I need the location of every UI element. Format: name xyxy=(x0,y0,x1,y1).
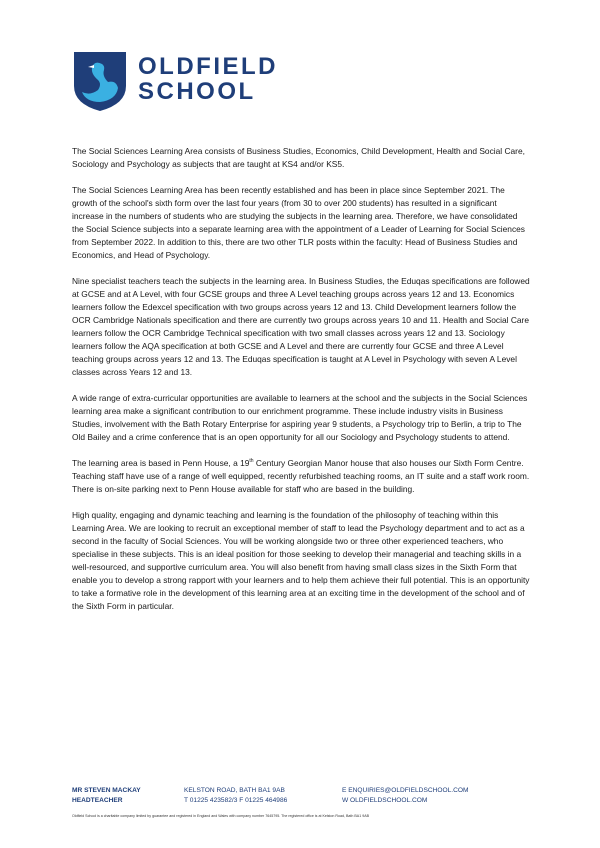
paragraph-extracurricular: A wide range of extra-curricular opportunities are available to learners at the school and the subjects in the Social Sciences learning area make a significant contribution to our enrichment programme. These include industry visits in Business Studies, involvement with the Bath Rotary Enterprise for aspiring year 9 students, a Psychology trip to Berlin, a trip to The Old Bailey and a crime conference that is an open opportunity for all our Sociology and Psychology students to attend. xyxy=(72,393,528,442)
email-link[interactable]: E ENQUIRIES@OLDFIELDSCHOOL.COM xyxy=(342,787,469,794)
paragraph-location xyxy=(72,457,530,496)
school-name-line2: SCHOOL xyxy=(138,78,256,105)
address-line: KELSTON ROAD, BATH BA1 9AB xyxy=(184,787,285,794)
footer-headteacher xyxy=(72,786,141,806)
swan-shield-logo-icon xyxy=(72,50,128,112)
website-link[interactable]: W OLDFIELDSCHOOL.COM xyxy=(342,797,428,804)
paragraph-staffing: Nine specialist teachers teach the subjects in the learning area. In Business Studies, the Eduqas specifications are followed at GCSE and at A Level, with four GCSE groups and three A Level teaching groups across years 12 and 13. Economics learners follow the Edexcel specification with two groups across years 12 and 13. Child Development learners follow the OCR Cambridge Nationals specification and there are currently two groups across years 10 and 11. Health and Social Care learners follow the OCR Cambridge Technical specification with two small classes across years 12 and 13. Sociology learners follow the AQA specification at both GCSE and A Level and there are currently four GCSE and three A Level teaching groups across years 12 and 13. The Eduqas specification is taught at A Level in Psychology with seven A Level classes across Years 12 and 13. xyxy=(72,276,530,377)
school-name xyxy=(138,54,278,104)
legal-notice: Oldfield School is a charitable company limited by guarantee and registered in England and Wales with company number 7645795. The registered office is at Kelston Road, Bath BA1 9AB xyxy=(72,814,369,818)
letterhead xyxy=(72,50,532,114)
paragraph-history: The Social Sciences Learning Area has been recently established and has been in place since September 2021. The growth of the school's sixth form over the last four years (from 30 to over 200 students) has resulted in a significant increase in the numbers of students who are studying the subjects in the learning area. Therefore, we have consolidated the Social Science subjects into a separate learning area with the appointment of a Leader of Learning for Social Sciences from September 2022. In addition to this, there are two other TLR posts within the faculty: Head of Business Studies and Economics, and Head of Psychology. xyxy=(72,185,525,260)
phone-line: T 01225 423582/3 F 01225 464986 xyxy=(184,797,288,804)
location-text-a: The learning area is based in Penn House, a 19 xyxy=(72,458,250,468)
footer-address xyxy=(184,786,287,806)
school-name-line1: OLDFIELD xyxy=(138,53,278,80)
footer-contact xyxy=(342,786,469,806)
paragraph-role: High quality, engaging and dynamic teaching and learning is the foundation of the philosophy of teaching within this Learning Area. We are looking to recruit an exceptional member of staff to lead the Psychology department and to act as a second in the faculty of Social Sciences. You will be working alongside two or three other experienced teachers, who specialise in these subjects. This is an ideal position for those seeking to develop their managerial and teaching skills in a well-resourced, and supportive curriculum area. You will also benefit from having small class sizes in the Sixth Form that enable you to develop a strong rapport with your learners and to help them achieve their full potential. This is an opportunity to take a formative role in the development of this learning area at an exciting time in the development of the school and of the Sixth Form in particular. xyxy=(72,510,530,611)
paragraph-intro: The Social Sciences Learning Area consists of Business Studies, Economics, Child Development, Health and Social Care, Sociology and Psychology as subjects that are taught at KS4 and/or KS5. xyxy=(72,146,525,169)
headteacher-title: HEADTEACHER xyxy=(72,797,123,804)
ordinal-suffix: th xyxy=(249,458,254,465)
location-text-b: Century Georgian Manor house that also houses our Sixth Form Centre. Teaching staff have use of a range of well equipped, recently refurbished teaching rooms, an IT suite and a staff work room. There is on-site parking next to Penn House available for staff who are based in the building. xyxy=(72,458,530,494)
letter-body xyxy=(72,145,530,626)
headteacher-name: MR STEVEN MACKAY xyxy=(72,787,141,794)
